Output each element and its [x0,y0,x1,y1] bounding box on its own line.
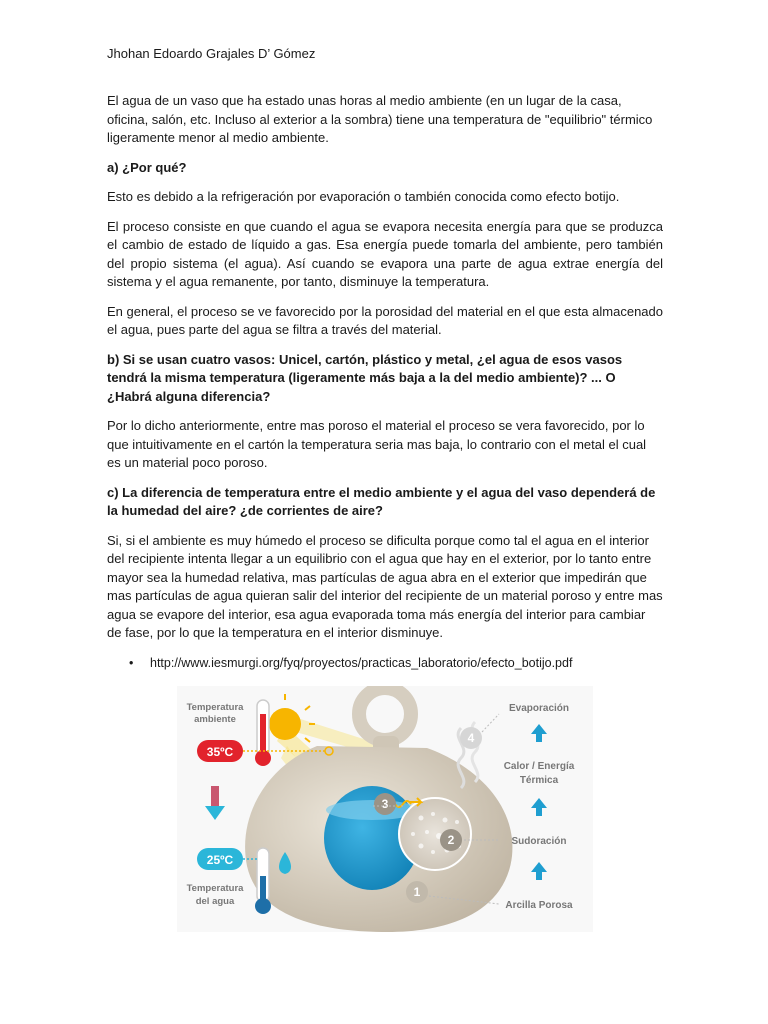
water-label-line-2: del agua [195,896,235,907]
author-name: Jhohan Edoardo Grajales D’ Gómez [107,46,316,61]
answer-a-paragraph-3: En general, el proceso se ve favorecido por la porosidad del material en el que esta almacenado el agua, pues parte del agua se filtra a través del material. [107,303,663,337]
ambient-label-line-1: Temperatura [186,702,244,713]
reference-link[interactable]: http://www.iesmurgi.org/fyq/proyectos/practicas_laboratorio/efecto_botijo.pdf [150,655,573,670]
svg-text:1: 1 [413,885,421,899]
bullet-icon: • [129,655,134,670]
evaporation-label: Evaporación [508,703,570,714]
porous-clay-label: Arcilla Porosa [505,900,573,911]
sun-icon [269,708,301,740]
svg-text:2: 2 [447,833,455,847]
reference-list-item [107,654,663,673]
water-temperature-badge [197,848,243,870]
heat-energy-label-line-1: Calor / Energía [503,761,575,772]
botijo-diagram [177,686,593,932]
answer-a-paragraph-2: El proceso consiste en que cuando el agua se evapora necesita energía para que se produzca el cambio de estado de líquido a gas. Esa energía puede tomarla del ambiente, pero también del propio sistema (el agua). Así cuando se evapora una parte de agua extrae energía del sistema y el agua remanente, por tanto, disminuye la temperatura. [107,218,663,289]
ambient-label-line-2: ambiente [194,714,236,725]
svg-text:35ºC: 35ºC [206,745,234,759]
step-marker-3 [374,793,396,815]
answer-c-paragraph: Si, si el ambiente es muy húmedo el proceso se dificulta porque como tal el agua en el interior del recipiente intenta llegar a un equilibrio con el agua que hay en el exterior, por lo tanto entre mayor sea la humedad relativa, mas partículas de agua abra en el exterior que impedirán que mas partículas de agua quieran salir del interior del recipiente de un material poroso y entre mas agua se evapore del interior, esa agua evaporada toma más energía del interior para cambiar de fase, por lo que la temperatura en el interior disminuye. [107,532,663,640]
svg-text:4: 4 [467,731,475,745]
intro-paragraph: El agua de un vaso que ha estado unas horas al medio ambiente (en un lugar de la casa, oficina, salón, etc. Incluso al exterior a la sombra) tiene una temperatura de "equilibrio" térmico ligeramente menor al medio ambiente. [107,93,653,145]
svg-text:25ºC: 25ºC [206,853,234,867]
question-c: c) La diferencia de temperatura entre el medio ambiente y el agua del vaso dependerá de la humedad del aire? ¿de corrientes de aire? [107,484,656,518]
document-body [107,92,663,672]
heat-energy-label-line-2: Térmica [519,775,559,786]
svg-text:3: 3 [381,797,389,811]
question-a: a) ¿Por qué? [107,159,187,175]
question-b: b) Si se usan cuatro vasos: Unicel, cartón, plástico y metal, ¿el agua de esos vasos tendrá la misma temperatura (ligeramente más baja a la del medio ambiente)? ... O ¿Habrá alguna diferencia? [107,351,623,404]
step-marker-2 [440,829,462,851]
ambient-temperature-badge [197,740,243,762]
answer-a-paragraph-1: Esto es debido a la refrigeración por evaporación o también conocida como efecto botijo. [107,189,620,204]
step-marker-4 [460,727,482,749]
cold-thermometer-icon [255,848,271,914]
step-marker-1 [406,881,428,903]
sweating-label: Sudoración [511,836,567,847]
hot-thermometer-icon [255,700,271,766]
answer-b-paragraph: Por lo dicho anteriormente, entre mas poroso el material el proceso se vera favorecido, por lo que intuitivamente en el cartón la temperatura seria mas baja, lo contrario con el metal el cual es un material poco poroso. [107,418,647,470]
water-label-line-1: Temperatura [186,883,244,894]
